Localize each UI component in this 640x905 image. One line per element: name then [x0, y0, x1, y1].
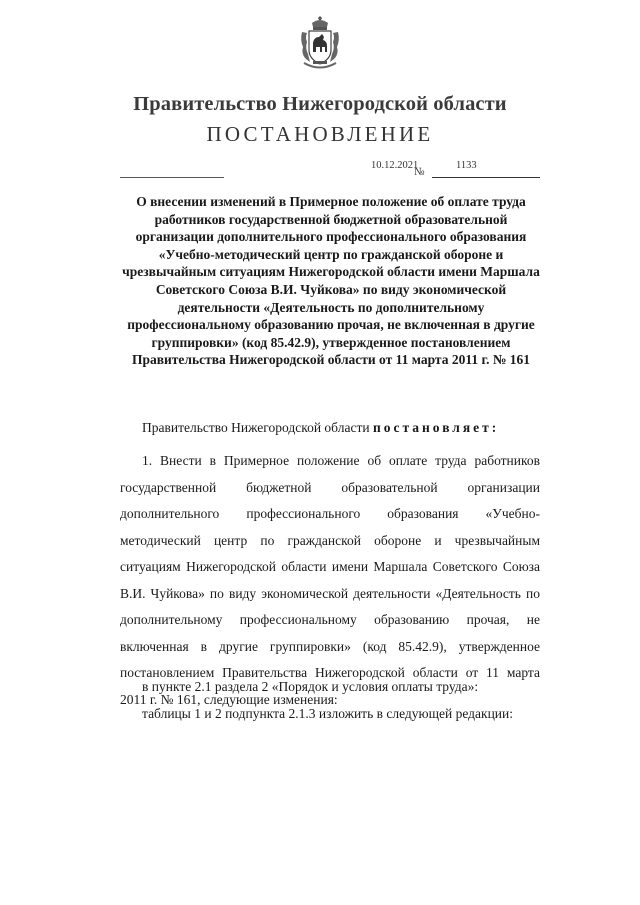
- paragraph-1: 1. Внести в Примерное положение об оплате труда работников государственной бюджетной образовательной организации дополнительного профессионального образования «Учебно-методический центр по гражданской обороне и чрезвычайным ситуациям Нижегородской области имени Маршала Советского Союза В.И. Чуйкова» по виду экономической деятельности «Деятельность по дополнительному профессиональному образованию прочая, не включенная в другие группировки» (код 85.42.9), утвержденное постановлением Правительства Нижегородской области от 11 марта 2011 г. № 161, следующие изменения:: [120, 453, 540, 707]
- number-underline: [432, 177, 540, 178]
- paragraph-3: таблицы 1 и 2 подпункта 2.1.3 изложить в следующей редакции:: [142, 706, 513, 721]
- coat-of-arms-icon: [298, 16, 342, 72]
- preamble-verb: постановляет:: [372, 420, 500, 435]
- signature-line: [120, 177, 224, 178]
- preamble: [142, 420, 499, 436]
- document-type: ПОСТАНОВЛЕНИЕ: [206, 122, 434, 146]
- government-name: Правительство Нижегородской области: [133, 93, 507, 115]
- paragraph-2: в пункте 2.1 раздела 2 «Порядок и условия оплаты труда»:: [142, 679, 479, 694]
- document-number: 1133: [456, 160, 477, 171]
- number-sign: №: [414, 166, 425, 178]
- document-date: 10.12.2021: [371, 160, 419, 171]
- document-title: О внесении изменений в Примерное положение об оплате труда работников государственной бюджетной образовательной организации дополнительного профессионального образования «Учебно-методический центр по гражданской обороне и чрезвычайным ситуациям Нижегородской области имени Маршала Советского Союза В.И. Чуйкова» по виду экономической деятельности «Деятельность по дополнительному профессиональному образованию прочая, не включенная в другие группировки» (код 85.42.9), утвержденное постановлением Правительства Нижегородской области от 11 марта 2011 г. № 161: [122, 194, 540, 368]
- preamble-subject: Правительство Нижегородской области: [142, 420, 370, 435]
